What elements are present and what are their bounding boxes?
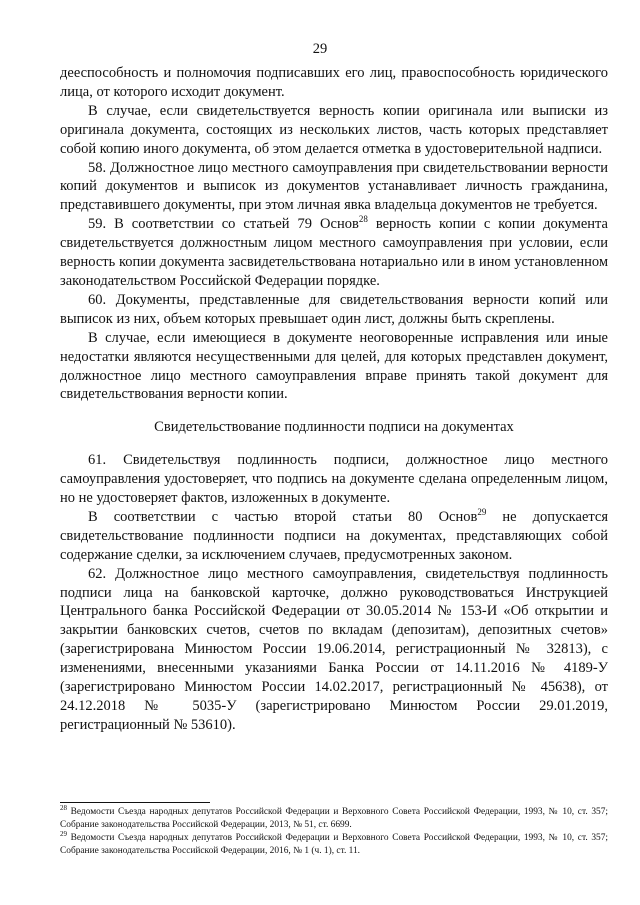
paragraph-article-80-lead: В соответствии с частью второй статьи 80 Основ	[88, 508, 478, 525]
footnote-29	[60, 832, 608, 857]
paragraph-58: 58. Должностное лицо местного самоуправления при свидетельствовании верности копий документов и выписок из документов устанавливает личность гражданина, представившего документы, при этом личная явка владельца документов не требуется.	[60, 159, 608, 214]
paragraph-62: 62. Должностное лицо местного самоуправления, свидетельствуя подлинность подписи лица на банковской карточке, должно руководствоваться Инструкцией Центрального банка Российской Федерации от 30.05.2014 № 153-И «Об открытии и закрытии банковских счетов, счетов по вкладам (депозитам), депозитных счетов» (зарегистрирована Минюстом России 19.06.2014, регистрационный № 32813), с изменениями, внесенными указаниями Банка России от 14.11.2016 № 4189-У (зарегистрировано Минюстом России 14.02.2017, регистрационный № 45638), от 24.12.2018 № 5035-У (зарегистрировано Минюстом России 29.01.2019, регистрационный № 53610).	[60, 565, 608, 733]
footnote-separator	[60, 802, 210, 803]
footnote-ref-29[interactable]: 29	[477, 507, 487, 518]
footnote-28-mark: 28	[60, 803, 67, 812]
footnote-29-text: Ведомости Съезда народных депутатов Российской Федерации и Верховного Совета Российской Федерации, 1993, № 10, ст. 357; Собрание законодательства Российской Федерации, 2016, № 1 (ч. 1), ст. 11.	[60, 833, 608, 856]
paragraph-copy-multiple-sheets: В случае, если свидетельствуется верность копии оригинала или выписки из оригинала документа, состоящих из нескольких листов, часть которых представляет собой копию иного документа, об этом делается отметка в удостоверительной надписи.	[60, 102, 608, 157]
paragraph-61: 61. Свидетельствуя подлинность подписи, должностное лицо местного самоуправления удостоверяет, что подпись на документе сделана определенным лицом, но не удостоверяет фактов, изложенных в документе.	[60, 452, 608, 507]
footnotes	[60, 803, 608, 858]
footnote-29-mark: 29	[60, 830, 67, 839]
footnote-ref-28[interactable]: 28	[358, 214, 368, 225]
paragraph-continuation: дееспособность и полномочия подписавших его лиц, правоспособность юридического лица, от которого исходит документ.	[60, 65, 608, 100]
footnote-28	[60, 803, 608, 831]
document-body	[60, 64, 608, 735]
paragraph-60: 60. Документы, представленные для свидетельствования верности копий или выписок из них, объем которых превышает один лист, должны быть скреплены.	[60, 291, 608, 327]
paragraph-59	[60, 215, 608, 291]
paragraph-59-lead: 59. В соответствии со статьей 79 Основ	[88, 216, 359, 233]
paragraph-minor-defects: В случае, если имеющиеся в документе неоговоренные исправления или иные недостатки являются несущественными для целей, для которых представлен документ, должностное лицо местного самоуправления вправе принять такой документ для свидетельствования верности копии.	[60, 329, 608, 403]
page-number: 29	[312, 41, 328, 57]
paragraph-article-80-rest: не допускается свидетельствование подлинности подписи на документах, представляющих собой содержание сделки, за исключением случаев, предусмотренных законом.	[60, 508, 608, 563]
paragraph-article-80	[60, 508, 608, 565]
paragraph-59-rest: верность копии с копии документа свидетельствуется должностным лицом местного самоуправления при условии, если верность копии документа засвидетельствована нотариально или в ином установленном законодательством Российской Федерации порядке.	[60, 216, 608, 289]
footnote-28-text: Ведомости Съезда народных депутатов Российской Федерации и Верховного Совета Российской Федерации, 1993, № 10, ст. 357; Собрание законодательства Российской Федерации, 2013, № 51, ст. 6699.	[60, 807, 608, 830]
section-heading: Свидетельствование подлинности подписи на документах	[154, 419, 514, 436]
